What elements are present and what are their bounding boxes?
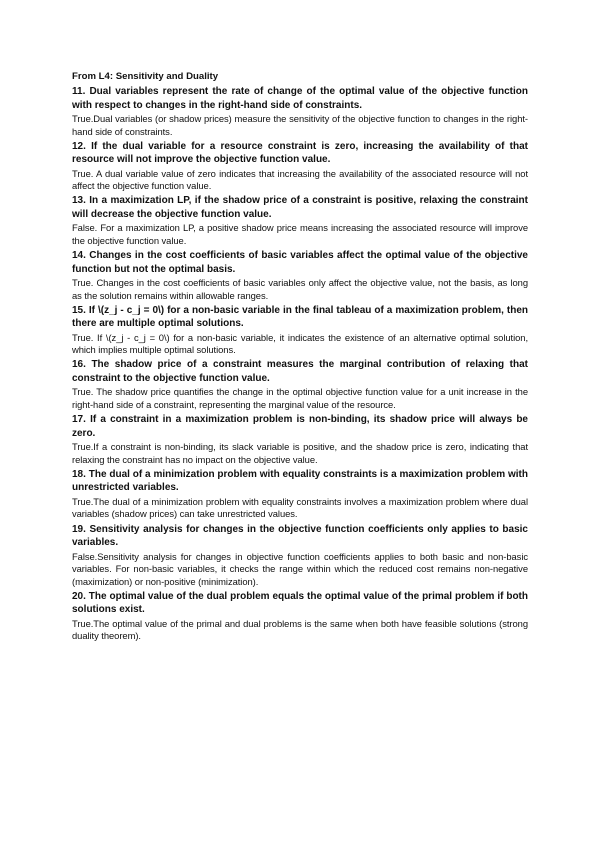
question-19: 19. Sensitivity analysis for changes in the objective function coefficients only applies to basic variables. — [72, 523, 528, 548]
answer-20: True.The optimal value of the primal and dual problems is the same when both have feasible solutions (strong duality theorem). — [72, 617, 528, 642]
qa-item-17 — [72, 413, 528, 466]
question-13: 13. In a maximization LP, if the shadow price of a constraint is positive, relaxing the constraint will decrease the objective function value. — [72, 195, 528, 220]
answer-14: True. Changes in the cost coefficients of basic variables only affect the objective value, not the basis, as long as the solution remains within allowable ranges. — [72, 277, 528, 301]
answer-16: True. The shadow price quantifies the change in the optimal objective function value for a unit increase in the right-hand side of a constraint, representing the marginal value of the resource. — [72, 386, 528, 411]
question-18: 18. The dual of a minimization problem with equality constraints is a maximization problem with unrestricted variables. — [72, 468, 528, 494]
question-15: 15. If \(z_j - c_j = 0\) for a non-basic variable in the final tableau of a maximization problem, then there are multiple optimal solutions. — [72, 304, 528, 330]
question-20: 20. The optimal value of the dual problem equals the optimal value of the primal problem if both solutions exist. — [72, 590, 528, 616]
qa-item-20 — [72, 590, 528, 643]
qa-item-14 — [72, 249, 528, 302]
qa-item-18 — [72, 468, 528, 521]
answer-17: True.If a constraint is non-binding, its slack variable is positive, and the shadow price is zero, indicating that relaxing the constraint has no impact on the objective value. — [72, 441, 528, 465]
answer-12: True. A dual variable value of zero indicates that increasing the availability of the associated resource will not affect the objective function value. — [72, 167, 528, 192]
answer-15: True. If \(z_j - c_j = 0\) for a non-basic variable, it indicates the existence of an alternative optimal solution, which implies multiple optimal solutions. — [72, 331, 528, 356]
document-page — [72, 70, 528, 644]
qa-item-16 — [72, 358, 528, 411]
question-12: 12. If the dual variable for a resource constraint is zero, increasing the availability of that resource will not improve the objective function value. — [72, 140, 528, 166]
answer-19: False.Sensitivity analysis for changes in objective function coefficients applies to both basic and non-basic variables. For non-basic variables, it checks the range within which the reduced cost remains non-negative (maximization) or non-positive (minimization). — [72, 550, 528, 587]
answer-11: True.Dual variables (or shadow prices) measure the sensitivity of the objective function to changes in the right-hand side of constraints. — [72, 113, 528, 137]
question-17: 17. If a constraint in a maximization problem is non-binding, its shadow price will always be zero. — [72, 414, 528, 439]
question-16: 16. The shadow price of a constraint measures the marginal contribution of relaxing that constraint to the objective function value. — [72, 359, 528, 384]
answer-13: False. For a maximization LP, a positive shadow price means increasing the associated resource will improve the objective function value. — [72, 222, 528, 246]
qa-item-19 — [72, 523, 528, 589]
question-14: 14. Changes in the cost coefficients of basic variables affect the optimal value of the objective function but not the optimal basis. — [72, 250, 528, 275]
qa-item-13 — [72, 194, 528, 247]
section-heading: From L4: Sensitivity and Duality — [72, 71, 219, 82]
qa-item-12 — [72, 140, 528, 193]
qa-item-11 — [72, 85, 528, 138]
answer-18: True.The dual of a minimization problem with equality constraints involves a maximization problem where dual variables (shadow prices) can take unrestricted values. — [72, 495, 528, 520]
question-11: 11. Dual variables represent the rate of change of the optimal value of the objective function with respect to changes in the right-hand side of constraints. — [72, 86, 528, 111]
qa-item-15 — [72, 304, 528, 357]
